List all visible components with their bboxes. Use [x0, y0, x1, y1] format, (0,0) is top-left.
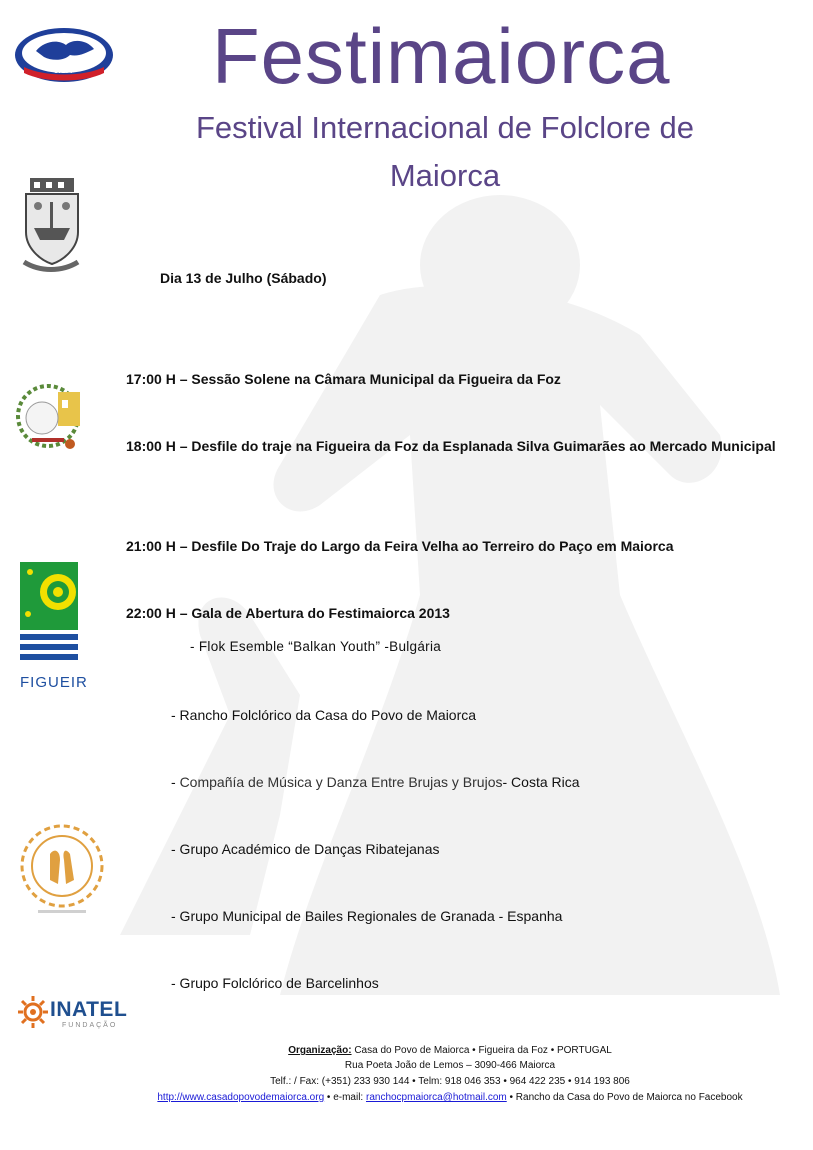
- figueira-coat-of-arms-logo: [20, 176, 82, 272]
- page-subtitle: Festival Internacional de Folclore de Maiorca: [196, 110, 694, 193]
- group-3-dash: -: [171, 774, 180, 790]
- footer-facebook-text: • Rancho da Casa do Povo de Maiorca no Facebook: [506, 1092, 743, 1103]
- footer-website-link[interactable]: http://www.casadopovodemaiorca.org: [157, 1092, 325, 1103]
- group-6: - Grupo Folclórico de Barcelinhos: [171, 975, 379, 991]
- program-day: Dia 13 de Julho (Sábado): [160, 270, 327, 286]
- folklore-association-medallion-logo: [14, 820, 110, 918]
- group-4: - Grupo Académico de Danças Ribatejanas: [171, 841, 440, 857]
- footer-phones: Telf.: / Fax: (+351) 233 930 144 • Telm: 918 046 353 • 964 422 235 • 914 193 806: [270, 1076, 630, 1087]
- group-2: - Rancho Folclórico da Casa do Povo de Maiorca: [171, 707, 477, 723]
- figueira-logo-text: FIGUEIR: [20, 674, 88, 691]
- footer-organization: [100, 1045, 800, 1056]
- group-1: - Flok Esemble “Balkan Youth” -Bulgária: [190, 639, 442, 654]
- inatel-logo-subtext: FUNDAÇÃO: [62, 1022, 118, 1029]
- footer-org-text: Casa do Povo de Maiorca • Figueira da Foz • PORTUGAL: [351, 1045, 612, 1056]
- dancers-background-watermark: [80, 175, 810, 1030]
- inatel-logo: [18, 996, 130, 1032]
- figueira-green-logo: [20, 562, 106, 700]
- event-3: 21:00 H – Desfile Do Traje do Largo da Feira Velha ao Terreiro do Paço em Maiorca: [126, 538, 674, 554]
- group-5: - Grupo Municipal de Bailes Regionales de Granada - Espanha: [171, 908, 563, 924]
- event-4: 22:00 H – Gala de Abertura do Festimaiorca 2013: [126, 605, 450, 621]
- group-3-country: - Costa Rica: [502, 774, 580, 790]
- casa-do-povo-seal-logo: [12, 366, 80, 468]
- footer-org-label: Organização:: [288, 1045, 352, 1056]
- cioff-logo: [14, 27, 114, 83]
- event-1: 17:00 H – Sessão Solene na Câmara Municipal da Figueira da Foz: [126, 371, 561, 387]
- cioff-logo-text: CIOFF: [53, 68, 75, 75]
- group-3: [171, 774, 580, 790]
- inatel-logo-text: INATEL: [50, 998, 128, 1021]
- footer-email-label: • e-mail:: [324, 1092, 366, 1103]
- page-title: Festimaiorca: [212, 12, 671, 100]
- footer-contacts: [90, 1092, 810, 1103]
- footer-email-link[interactable]: ranchocpmaiorca@hotmail.com: [365, 1092, 507, 1103]
- event-2: 18:00 H – Desfile do traje na Figueira da Foz da Esplanada Silva Guimarães ao Mercado Municipal: [126, 438, 776, 454]
- footer-address: Rua Poeta João de Lemos – 3090-466 Maiorca: [344, 1060, 556, 1071]
- group-3-name: Compañía de Música y Danza Entre Brujas y Brujos: [179, 774, 503, 790]
